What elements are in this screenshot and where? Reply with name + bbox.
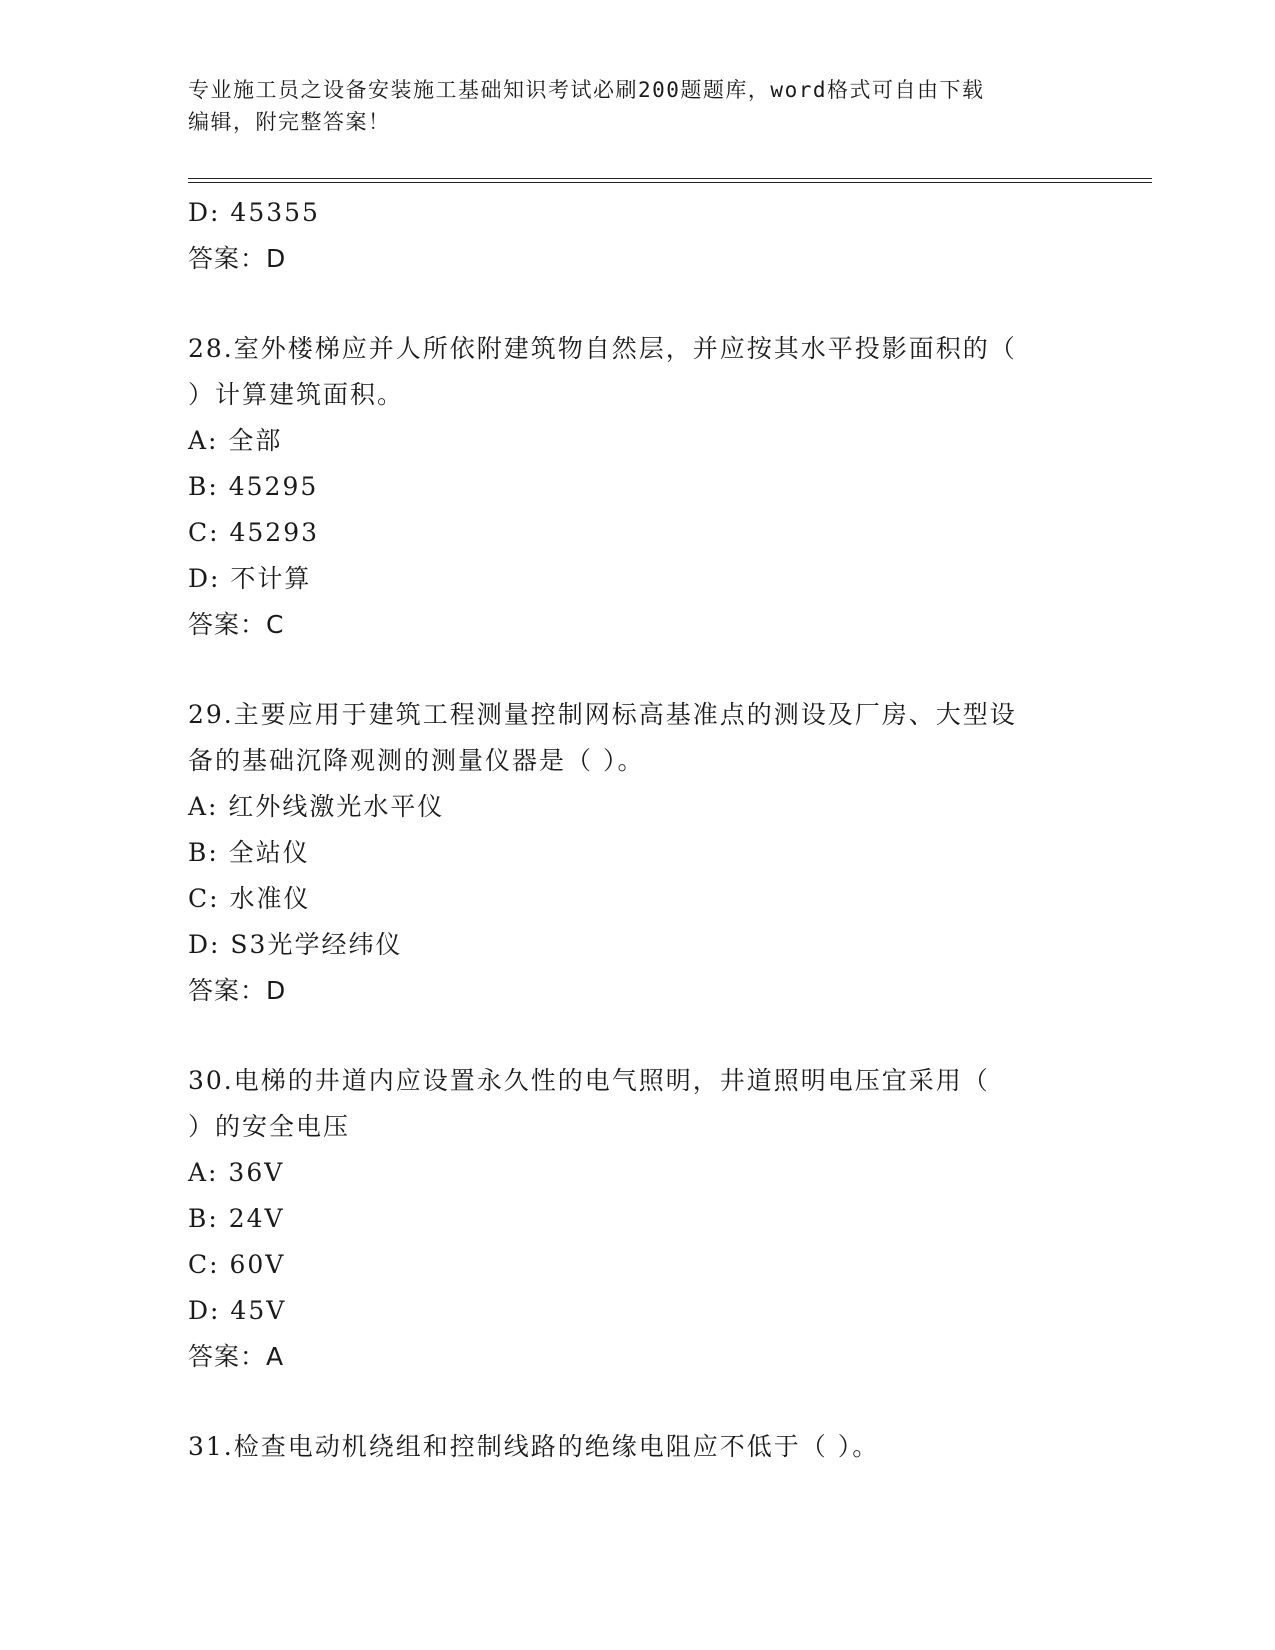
header-divider-bottom xyxy=(188,182,1152,183)
answer-line: 答案：A xyxy=(188,1342,285,1371)
option-b: B: 全站仪 xyxy=(188,838,310,867)
option-c: C: 60V xyxy=(188,1250,286,1279)
question-block-30 xyxy=(188,1058,1088,1380)
question-text-line-1: 29.主要应用于建筑工程测量控制网标高基准点的测设及厂房、大型设 xyxy=(188,700,1017,729)
question-text-line-1: 28.室外楼梯应并人所依附建筑物自然层，并应按其水平投影面积的（ xyxy=(188,334,1017,363)
header-title-line-2: 编辑，附完整答案！ xyxy=(188,110,391,134)
option-b: B: 24V xyxy=(188,1204,285,1233)
question-list xyxy=(188,190,1088,1470)
question-block-29 xyxy=(188,692,1088,1014)
option-b: B: 45295 xyxy=(188,472,319,501)
option-d: D: 45355 xyxy=(188,198,320,227)
option-c: C: 45293 xyxy=(188,518,320,547)
option-a: A: 红外线激光水平仪 xyxy=(188,792,445,821)
header-divider-top xyxy=(188,178,1152,179)
document-header xyxy=(188,74,1088,138)
option-d: D: 45V xyxy=(188,1296,287,1325)
answer-line: 答案：C xyxy=(188,610,285,639)
question-text-line-1: 31.检查电动机绕组和控制线路的绝缘电阻应不低于（ ）。 xyxy=(188,1432,880,1461)
question-text-line-2: 备的基础沉降观测的测量仪器是（ ）。 xyxy=(188,746,645,775)
question-block-prev xyxy=(188,190,1088,282)
header-title-line-1: 专业施工员之设备安装施工基础知识考试必刷200题题库，word格式可自由下载 xyxy=(188,78,985,102)
option-a: A: 全部 xyxy=(188,426,283,455)
option-c: C: 水准仪 xyxy=(188,884,311,913)
answer-line: 答案：D xyxy=(188,976,287,1005)
question-text-line-2: ）计算建筑面积。 xyxy=(188,380,405,409)
question-block-31 xyxy=(188,1424,1088,1470)
option-d: D: S3光学经纬仪 xyxy=(188,930,403,959)
question-block-28 xyxy=(188,326,1088,648)
question-text-line-1: 30.电梯的井道内应设置永久性的电气照明，井道照明电压宜采用（ xyxy=(188,1066,990,1095)
option-d: D: 不计算 xyxy=(188,564,312,593)
answer-line: 答案：D xyxy=(188,244,287,273)
question-text-line-2: ）的安全电压 xyxy=(188,1112,351,1141)
option-a: A: 36V xyxy=(188,1158,285,1187)
